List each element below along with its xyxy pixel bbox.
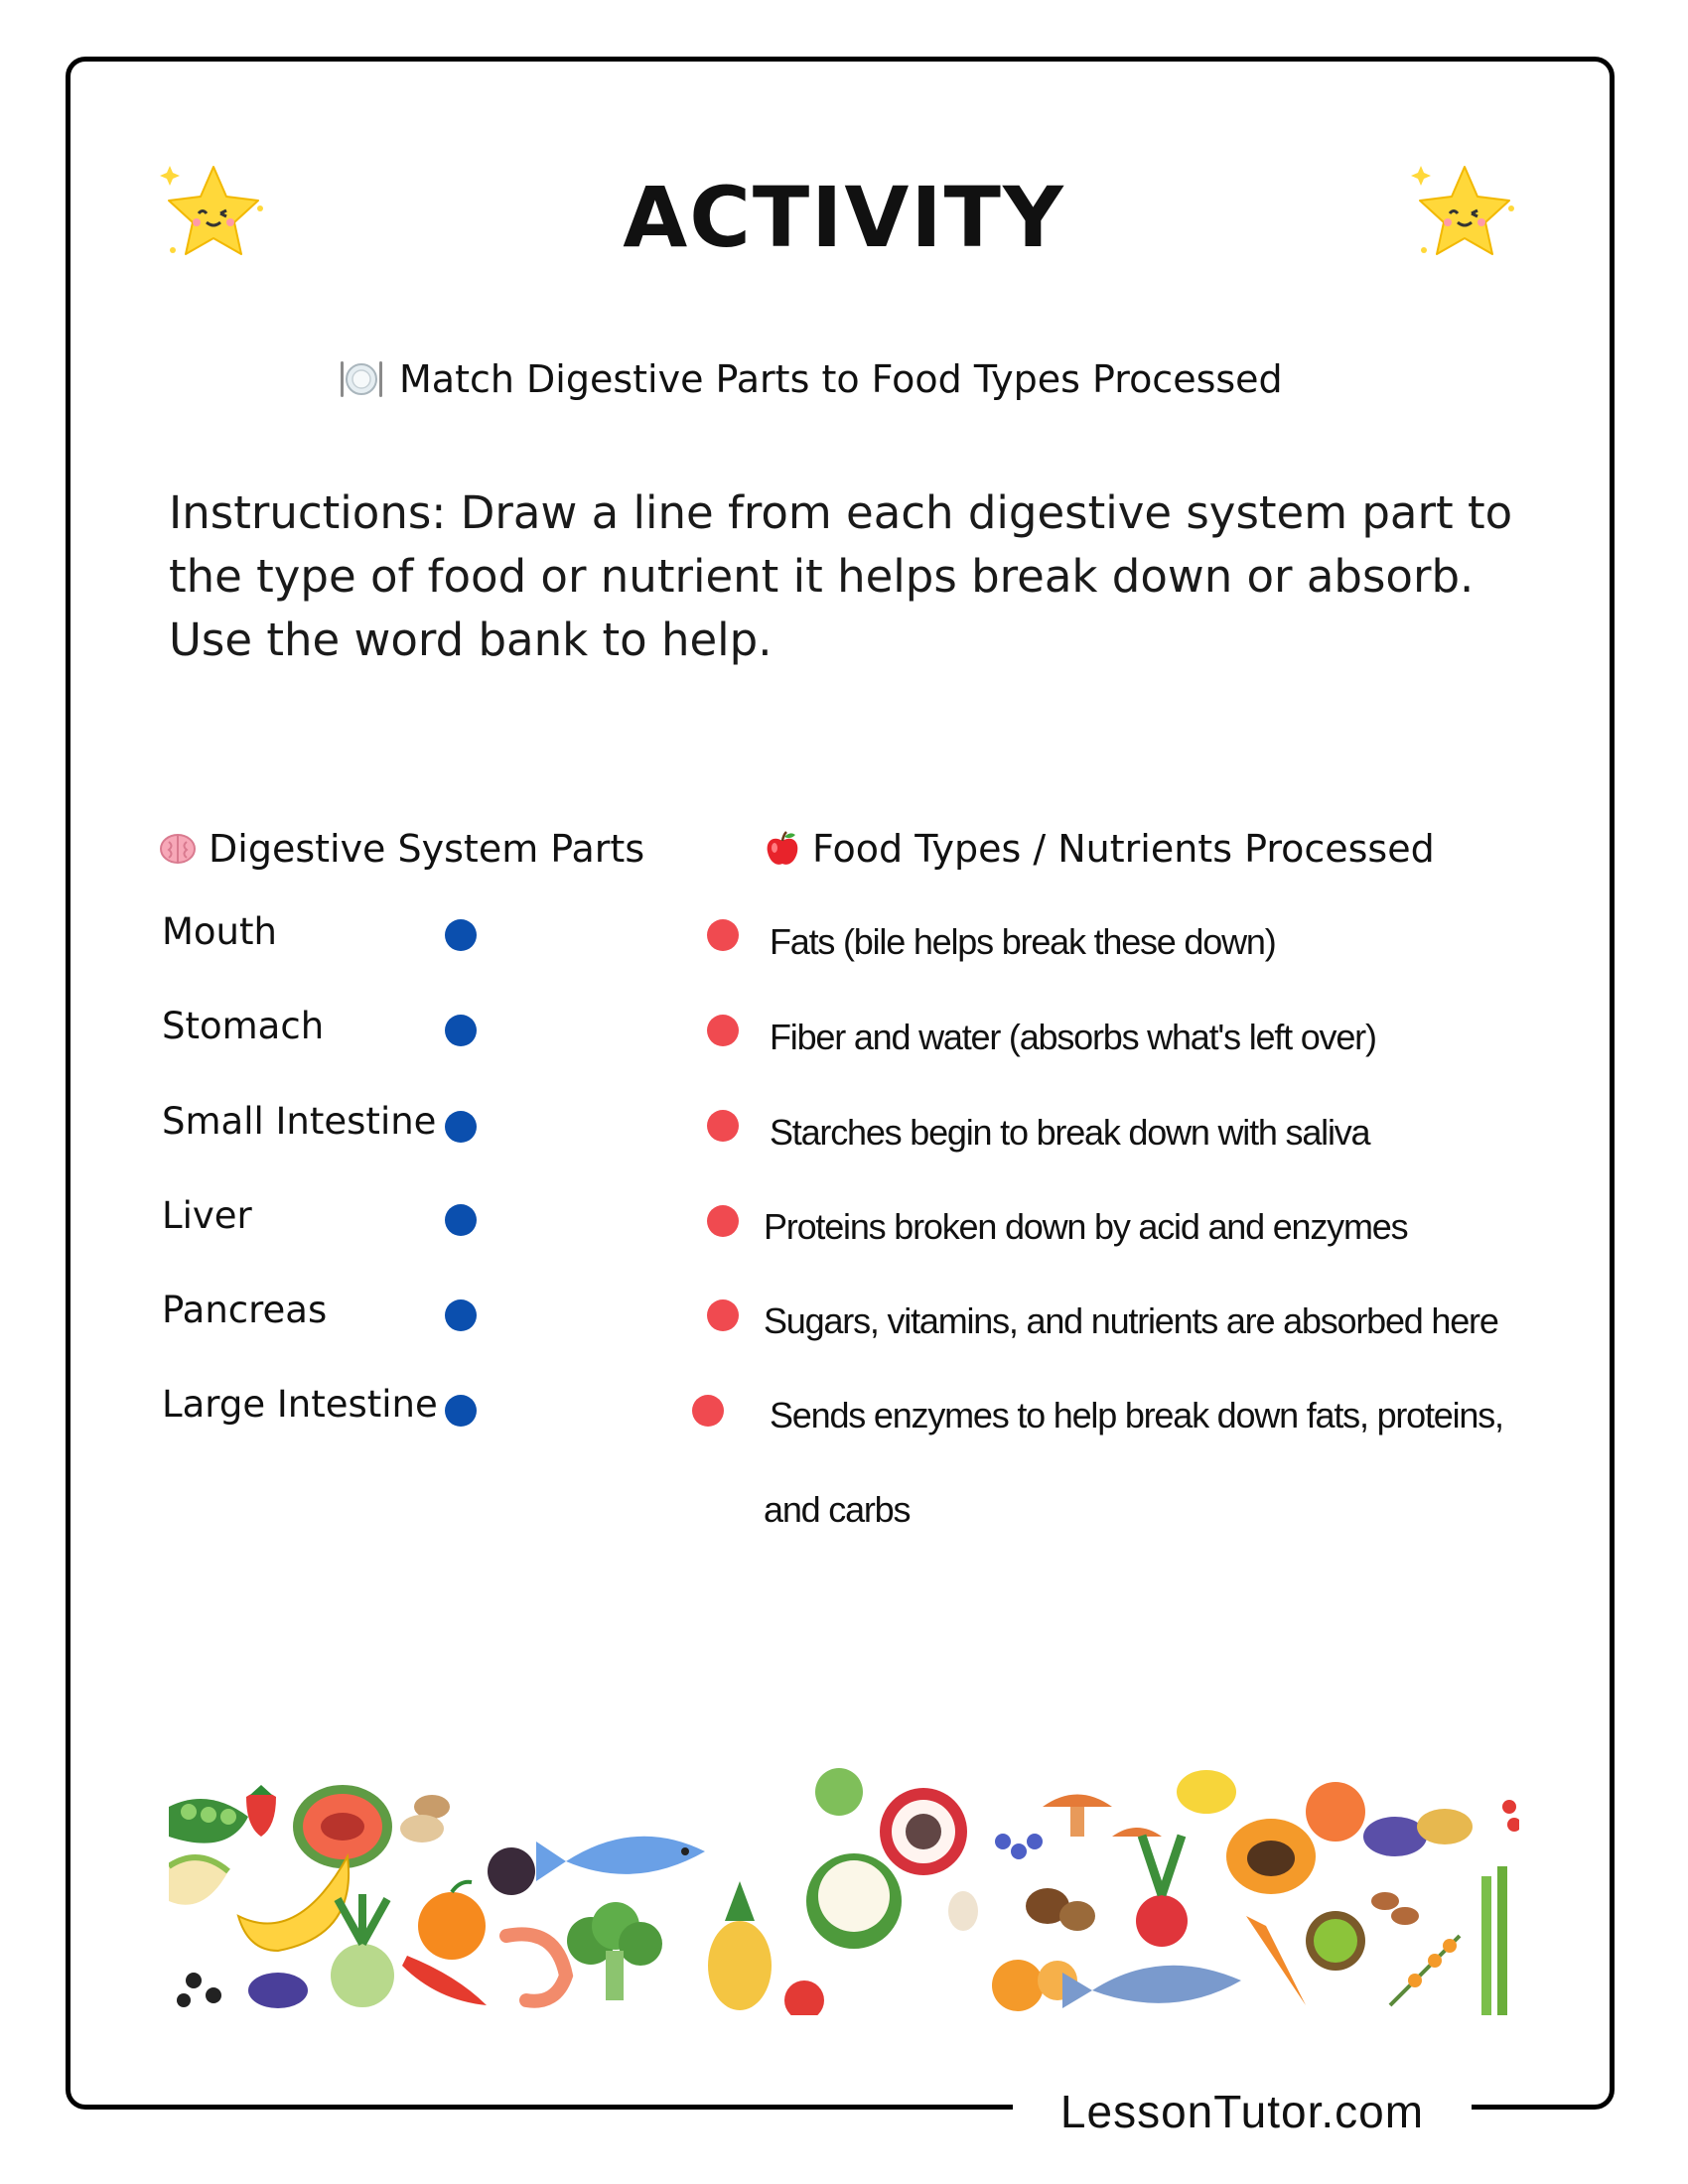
kiwi-icon — [1306, 1911, 1365, 1971]
food-label: Sugars, vitamins, and nutrients are absorbed here — [764, 1300, 1498, 1341]
part-dot[interactable] — [445, 1395, 477, 1427]
plum-icon — [488, 1847, 535, 1895]
plate-cutlery-icon — [338, 355, 385, 403]
cauliflower-icon — [806, 1853, 902, 1949]
peach-icon — [1306, 1782, 1365, 1842]
foods-heading — [765, 824, 1435, 874]
papaya-icon — [293, 1785, 392, 1868]
brain-icon — [159, 832, 197, 866]
hazelnut-icon — [1026, 1888, 1095, 1931]
apple-icon — [784, 1980, 824, 2015]
chili-icon — [402, 1956, 487, 2005]
eggplant-icon — [177, 1973, 308, 2008]
part-label: Stomach — [162, 1005, 325, 1047]
footer-site: LessonTutor.com — [1059, 2086, 1425, 2137]
melon-icon — [169, 1857, 228, 1905]
red-berries-icon — [1502, 1800, 1519, 1832]
shrimp-icon — [506, 1934, 566, 2000]
food-dot[interactable] — [692, 1395, 724, 1427]
food-dot[interactable] — [707, 1110, 739, 1142]
pomegranate-icon — [880, 1788, 967, 1875]
part-label: Large Intestine — [162, 1383, 438, 1426]
subtitle-text: Match Digestive Parts to Food Types Processed — [399, 357, 1283, 401]
food-label-continued: and carbs — [764, 1489, 911, 1530]
lemon-icon — [1177, 1770, 1236, 1814]
food-dot[interactable] — [707, 1299, 739, 1331]
food-label: Sends enzymes to help break down fats, proteins, — [770, 1395, 1503, 1435]
foods-heading-text: Food Types / Nutrients Processed — [812, 827, 1435, 871]
part-dot[interactable] — [445, 1204, 477, 1236]
kohlrabi-icon — [331, 1894, 394, 2007]
food-dot[interactable] — [707, 919, 739, 951]
radish-icon — [1136, 1836, 1188, 1947]
parts-heading — [159, 824, 644, 874]
banana-icon — [238, 1856, 349, 1951]
nuts-icon — [400, 1795, 450, 1843]
almond-icon — [1371, 1892, 1419, 1925]
food-label: Starches begin to break down with saliva — [770, 1112, 1370, 1153]
mussel-icon — [1363, 1809, 1473, 1856]
food-illustration-strip — [169, 1767, 1519, 2015]
mushroom-icon — [1043, 1795, 1162, 1838]
part-label: Pancreas — [162, 1289, 328, 1331]
part-dot[interactable] — [445, 1111, 477, 1143]
asparagus-icon — [1481, 1866, 1507, 2015]
strawberry-icon — [246, 1785, 276, 1837]
pea-pod-icon — [169, 1799, 248, 1843]
part-dot[interactable] — [445, 919, 477, 951]
food-label: Fiber and water (absorbs what's left over) — [770, 1017, 1376, 1057]
orange-icon — [418, 1882, 486, 1960]
berry-branch-icon — [1390, 1936, 1460, 2005]
apple-icon — [765, 830, 800, 868]
egg-icon — [948, 1891, 978, 1931]
broccoli-icon — [567, 1902, 662, 2000]
papaya-icon — [1226, 1819, 1316, 1894]
subtitle — [338, 352, 1283, 406]
part-label: Mouth — [162, 910, 277, 953]
part-label: Liver — [162, 1194, 252, 1237]
fish-icon — [536, 1837, 705, 1881]
part-label: Small Intestine — [162, 1100, 437, 1143]
cabbage-icon — [815, 1768, 863, 1816]
carrot-icon — [1246, 1916, 1306, 2005]
page-title: ACTIVITY — [623, 169, 1065, 266]
part-dot[interactable] — [445, 1015, 477, 1046]
instructions: Instructions: Draw a line from each digestive system part to the type of food or nutrient it helps break down or absorb. Use the word bank to help. — [169, 486, 1513, 666]
fish-icon — [1062, 1966, 1241, 2008]
blueberries-icon — [995, 1834, 1043, 1859]
pineapple-icon — [708, 1881, 772, 2010]
food-dot[interactable] — [707, 1205, 739, 1237]
food-dot[interactable] — [707, 1015, 739, 1046]
parts-heading-text: Digestive System Parts — [209, 827, 645, 871]
food-label: Proteins broken down by acid and enzymes — [764, 1206, 1408, 1247]
food-label: Fats (bile helps break these down) — [770, 921, 1276, 962]
part-dot[interactable] — [445, 1299, 477, 1331]
